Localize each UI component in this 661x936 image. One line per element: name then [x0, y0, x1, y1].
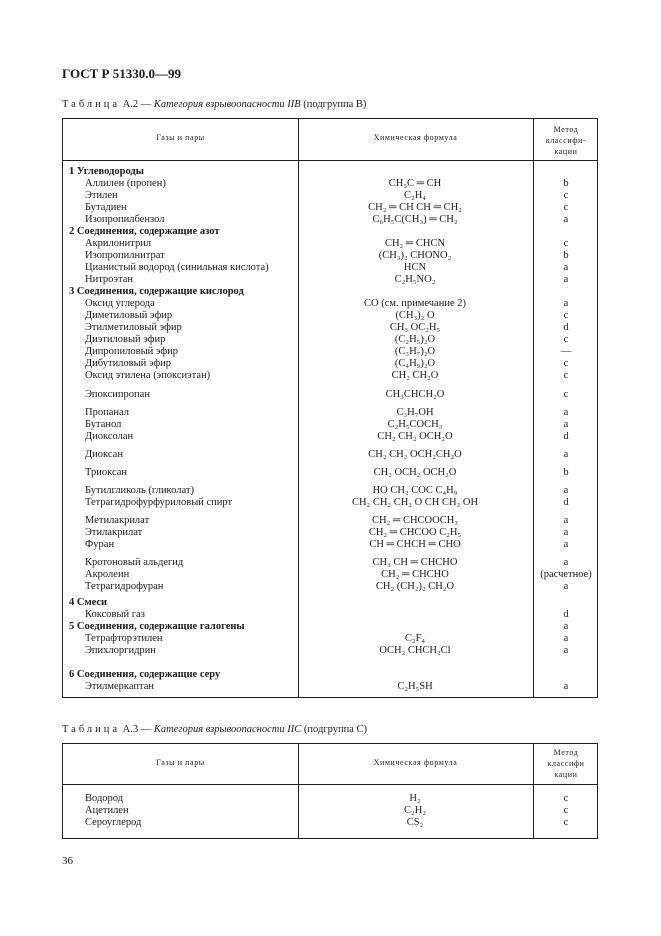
substance-name: Этилен — [85, 190, 118, 201]
table-row — [63, 322, 597, 334]
substance-name: Тетрагидрофуран — [85, 581, 164, 592]
table-group-row — [63, 286, 597, 298]
classification-method: c — [563, 310, 569, 321]
table-a2-caption — [62, 99, 366, 110]
table-row — [63, 370, 597, 382]
classification-method: d — [563, 322, 569, 333]
page-number: 36 — [62, 855, 73, 867]
classification-method: b — [563, 467, 569, 478]
table-row — [63, 485, 597, 497]
table-a3-caption-label: Таблица — [62, 724, 121, 735]
chemical-formula: CS₂ — [406, 817, 424, 828]
chemical-formula: CH₂ CH₂ CH₂ O CH CH₂ OH — [351, 497, 479, 508]
substance-name: Изопропилнитрат — [85, 250, 165, 261]
classification-method: (расчетное) — [540, 569, 592, 580]
substance-name: Аллилен (пропен) — [85, 178, 166, 189]
classification-method: c — [563, 817, 569, 828]
column-header-formula: Химическая формула — [373, 758, 458, 767]
column-header-method-line: классифи — [547, 759, 585, 768]
group-heading: 6 Соединения, содержащие серу — [69, 669, 221, 680]
column-header-method-line: Метод — [553, 748, 579, 757]
classification-method: a — [563, 298, 569, 309]
chemical-formula: C₂H₅COCH₃ — [387, 419, 443, 430]
chemical-formula: (C₄H₉)₂O — [394, 358, 436, 369]
table-row — [63, 310, 597, 322]
substance-name: Акрилонитрил — [85, 238, 152, 249]
classification-method: b — [563, 250, 569, 261]
chemical-formula: HCN — [403, 262, 427, 273]
column-header-method-line: классифи- — [545, 136, 587, 145]
table-row — [63, 334, 597, 346]
group-heading: 4 Смеси — [69, 597, 108, 608]
classification-method: c — [563, 238, 569, 249]
table-row — [63, 539, 597, 551]
chemical-formula: CO (см. примечание 2) — [363, 298, 466, 309]
chemical-formula: (C₂H₅)₂O — [394, 334, 436, 345]
column-header-method-line: Метод — [553, 125, 579, 134]
classification-method: a — [563, 527, 569, 538]
chemical-formula: H₂ — [409, 793, 421, 804]
classification-method: d — [563, 609, 569, 620]
chemical-formula: HO CH₂ COC C₄H₉ — [372, 485, 458, 496]
table-group-row — [63, 166, 597, 178]
table-row — [63, 262, 597, 274]
substance-name: Триоксан — [85, 467, 128, 478]
substance-name: Фуран — [85, 539, 115, 550]
substance-name: Бутилгликоль (гликолат) — [85, 485, 194, 496]
chemical-formula: (C₃H₇)₂O — [394, 346, 436, 357]
table-a2-caption-number: А.2 — — [122, 99, 152, 110]
substance-name: Этилмеркаптан — [85, 681, 155, 692]
substance-name: Водород — [85, 793, 124, 804]
substance-name: Сероуглерод — [85, 817, 142, 828]
classification-method: a — [563, 581, 569, 592]
document-header: ГОСТ Р 51330.0—99 — [62, 66, 181, 81]
table-row — [63, 633, 597, 645]
substance-name: Эпихлоргидрин — [85, 645, 156, 656]
substance-name: Диэтиловый эфир — [85, 334, 166, 345]
classification-method: a — [563, 681, 569, 692]
table-row — [63, 238, 597, 250]
substance-name: Тетрагидрофурфуриловый спирт — [85, 497, 233, 508]
table-group-row — [63, 669, 597, 681]
chemical-formula: CH₂ CH₂ OCH₂CH₂O — [368, 449, 462, 460]
table-row — [63, 250, 597, 262]
table-a3-caption-suffix: (подгруппа С) — [303, 724, 367, 735]
classification-method: c — [563, 805, 569, 816]
classification-method: a — [563, 214, 569, 225]
substance-name: Цианистый водород (синильная кислота) — [85, 262, 269, 273]
substance-name: Эпоксипропан — [85, 389, 150, 400]
table-row — [63, 419, 597, 431]
substance-name: Диметиловый эфир — [85, 310, 173, 321]
classification-method: b — [563, 178, 569, 189]
classification-method: — — [560, 346, 572, 357]
chemical-formula: CH₂ ═ CH CH ═ CH₂ — [368, 202, 462, 213]
chemical-formula: CH₂ ═ CHCOOCH₃ — [372, 515, 458, 526]
table-row — [63, 431, 597, 443]
substance-name: Дипропиловый эфир — [85, 346, 179, 357]
substance-name: Оксид этилена (эпоксиэтан) — [85, 370, 211, 381]
table-row — [63, 793, 597, 805]
classification-method: a — [563, 262, 569, 273]
chemical-formula: CH₃CHCH₂O — [385, 389, 445, 400]
table-row — [63, 214, 597, 226]
chemical-formula: CH₂ (CH₂)₂ CH₂O — [375, 581, 455, 592]
chemical-formula: C₆H₅C(CH₃) ═ CH₂ — [372, 214, 458, 225]
substance-name: Коксовый газ — [85, 609, 145, 620]
chemical-formula: CH₂ OCH₂ OCH₂O — [373, 467, 457, 478]
classification-method: a — [563, 407, 569, 418]
classification-method: c — [563, 190, 569, 201]
header-divider — [63, 160, 597, 161]
classification-method: c — [563, 358, 569, 369]
classification-method: a — [563, 633, 569, 644]
table-row — [63, 515, 597, 527]
substance-name: Оксид углерода — [85, 298, 155, 309]
classification-method: a — [563, 515, 569, 526]
chemical-formula: C₂H₄ — [404, 190, 426, 201]
substance-name: Нитроэтан — [85, 274, 134, 285]
table-row — [63, 527, 597, 539]
table-a3 — [62, 743, 598, 839]
substance-name: Диоксолан — [85, 431, 134, 442]
chemical-formula: (CH₃)₂ CHONO₂ — [378, 250, 452, 261]
classification-method: a — [563, 274, 569, 285]
group-heading: 1 Углеводороды — [69, 166, 144, 177]
classification-method: c — [563, 793, 569, 804]
substance-name: Дибутиловый эфир — [85, 358, 172, 369]
classification-method: a — [563, 419, 569, 430]
chemical-formula: C₂F₄ — [404, 633, 426, 644]
table-group-row — [63, 226, 597, 238]
table-a3-caption — [62, 724, 367, 735]
chemical-formula: CH₃C ═ CH — [388, 178, 442, 189]
substance-name: Тетрафторэтилен — [85, 633, 163, 644]
table-row — [63, 178, 597, 190]
chemical-formula: CH₃ CH ═ CHCHO — [372, 557, 458, 568]
table-row — [63, 407, 597, 419]
substance-name: Кротоновый альдегид — [85, 557, 184, 568]
column-header-gases: Газы и пары — [156, 758, 205, 767]
chemical-formula: CH₂ CH₂ OCH₂O — [377, 431, 453, 442]
group-heading: 3 Соединения, содержащие кислород — [69, 286, 244, 297]
classification-method: a — [563, 449, 569, 460]
table-row — [63, 557, 597, 569]
table-row — [63, 346, 597, 358]
classification-method: d — [563, 431, 569, 442]
column-header-method-line: кации — [554, 770, 578, 779]
chemical-formula: (CH₃)₂ O — [395, 310, 435, 321]
table-row — [63, 817, 597, 829]
table-row — [63, 467, 597, 479]
group-heading: 2 Соединения, содержащие азот — [69, 226, 220, 237]
chemical-formula: CH ═ CHCH ═ CHO — [369, 539, 461, 550]
column-header-method-line: кации — [554, 147, 578, 156]
table-a2 — [62, 118, 598, 698]
classification-method: d — [563, 497, 569, 508]
substance-name: Диоксан — [85, 449, 123, 460]
chemical-formula: CH₃ OC₂H₅ — [389, 322, 441, 333]
chemical-formula: OCH₂ CHCH₂Cl — [379, 645, 451, 656]
substance-name: Этилметиловый эфир — [85, 322, 182, 333]
classification-method: a — [563, 621, 569, 632]
header-divider — [63, 784, 597, 785]
classification-method: c — [563, 370, 569, 381]
substance-name: Ацетилен — [85, 805, 129, 816]
chemical-formula: C₃H₇OH — [396, 407, 434, 418]
table-row — [63, 569, 597, 581]
substance-name: Бутанол — [85, 419, 122, 430]
table-row — [63, 389, 597, 401]
table-group-row — [63, 621, 597, 633]
column-header-method — [533, 747, 599, 780]
chemical-formula: CH₂ ═ CHCOO C₂H₅ — [368, 527, 462, 538]
table-row — [63, 681, 597, 693]
table-row — [63, 298, 597, 310]
table-row — [63, 645, 597, 657]
table-a2-caption-title: Категория взрывоопасности IIB — [153, 99, 301, 110]
substance-name: Бутадиен — [85, 202, 127, 213]
chemical-formula: CH₂ CH₂O — [391, 370, 439, 381]
table-row — [63, 358, 597, 370]
table-row — [63, 202, 597, 214]
chemical-formula: CH₂ ═ CHCN — [384, 238, 446, 249]
classification-method: a — [563, 539, 569, 550]
classification-method: a — [563, 557, 569, 568]
chemical-formula: C₂H₂ — [404, 805, 426, 816]
table-row — [63, 609, 597, 621]
table-row — [63, 581, 597, 593]
chemical-formula: CH₂ ═ CHCHO — [381, 569, 449, 580]
classification-method: a — [563, 645, 569, 656]
column-header-gases: Газы и пары — [156, 133, 205, 142]
classification-method: c — [563, 202, 569, 213]
table-row — [63, 497, 597, 509]
table-a3-caption-number: А.3 — — [122, 724, 152, 735]
table-row — [63, 805, 597, 817]
table-row — [63, 274, 597, 286]
substance-name: Акролеин — [85, 569, 130, 580]
classification-method: c — [563, 389, 569, 400]
substance-name: Изопропилбензол — [85, 214, 165, 225]
chemical-formula: C₂H₅NO₂ — [394, 274, 436, 285]
table-row — [63, 190, 597, 202]
table-group-row — [63, 597, 597, 609]
classification-method: c — [563, 334, 569, 345]
substance-name: Пропанал — [85, 407, 129, 418]
table-row — [63, 449, 597, 461]
substance-name: Этилакрилат — [85, 527, 143, 538]
substance-name: Метилакрилат — [85, 515, 150, 526]
group-heading: 5 Соединения, содержащие галогены — [69, 621, 245, 632]
classification-method: a — [563, 485, 569, 496]
table-a2-caption-suffix: (подгруппа В) — [303, 99, 367, 110]
column-header-method — [533, 124, 599, 157]
column-header-formula: Химическая формула — [373, 133, 458, 142]
chemical-formula: C₂H₅SH — [397, 681, 433, 692]
table-a2-caption-label: Таблица — [62, 99, 121, 110]
table-a3-caption-title: Категория взрывоопасности IIC — [153, 724, 302, 735]
